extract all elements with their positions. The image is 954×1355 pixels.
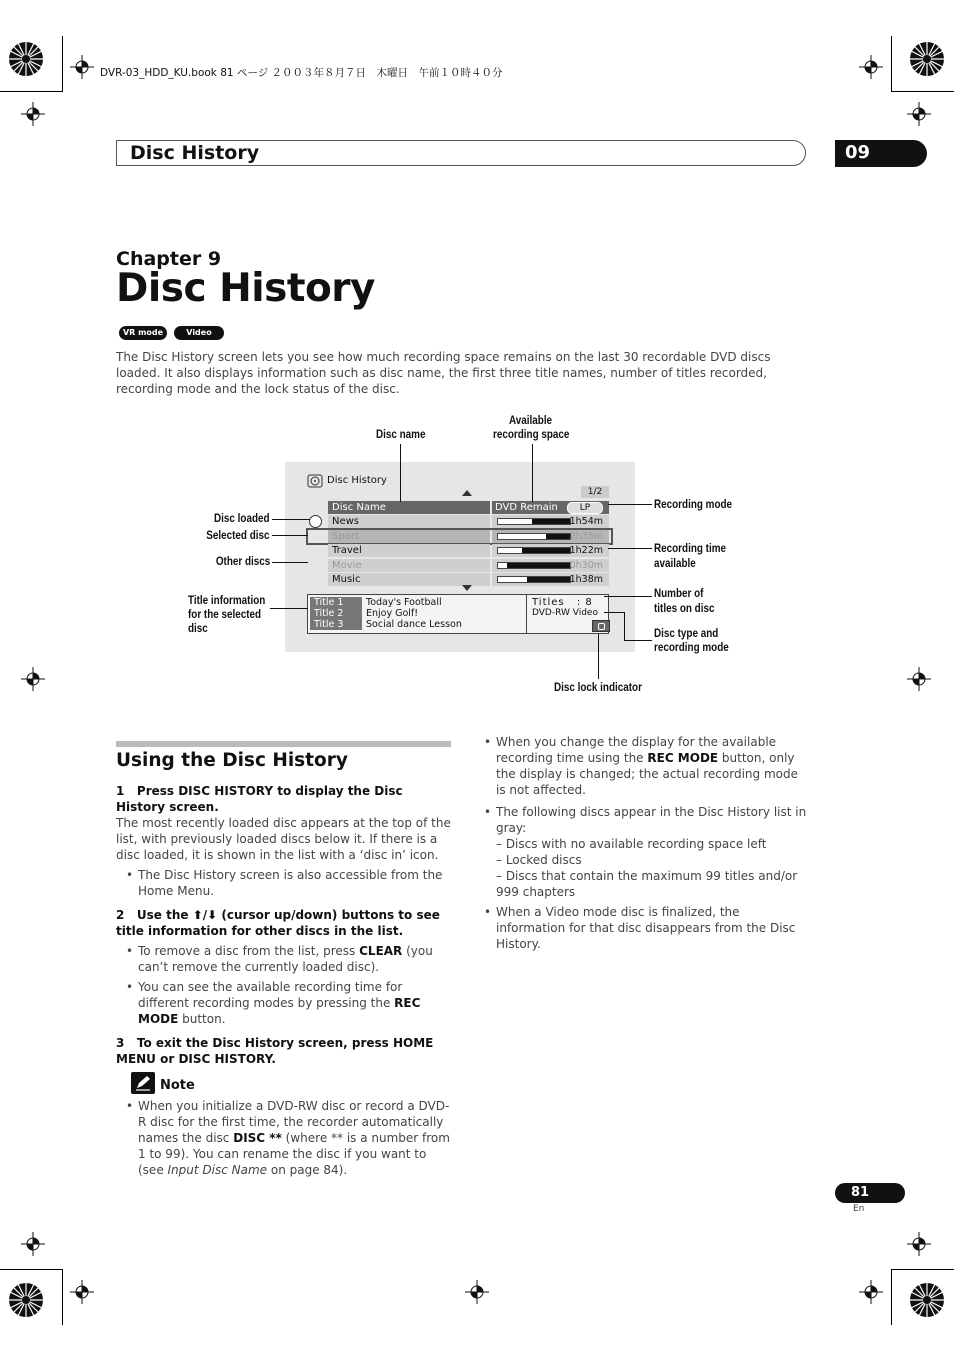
label-disc-type-1: Disc type and	[654, 628, 719, 640]
disc-row-remain	[492, 559, 609, 572]
label-lock-indicator: Disc lock indicator	[554, 682, 642, 694]
note-pencil-icon	[131, 1072, 155, 1094]
disc-row-name: News	[328, 515, 490, 528]
disc-row-name: Sport	[328, 530, 490, 543]
page-indicator: 1/2	[581, 486, 609, 498]
label-available-1: Available	[509, 415, 553, 427]
label-disc-type-2: recording mode	[654, 642, 729, 654]
label-other-discs: Other discs	[215, 556, 270, 568]
vr-mode-badge: VR mode	[119, 326, 167, 340]
label-title-info-3: disc	[188, 623, 208, 635]
screen-title: Disc History	[327, 475, 387, 486]
registration-wheel-icon	[909, 1282, 945, 1318]
crosshair-icon	[21, 102, 45, 126]
title-label: Title 2	[310, 608, 362, 619]
scroll-up-icon	[462, 490, 472, 496]
col-disc-name: Disc Name	[328, 501, 490, 514]
title-row	[310, 619, 524, 630]
section-rule	[116, 741, 451, 747]
step-1: 1 Press DISC HISTORY to display the Disc History screen.	[116, 784, 403, 814]
step-2: 2 Use the ⬆/⬇ (cursor up/down) buttons to see title information for other discs in the list.	[116, 908, 440, 938]
step-1-bullet: • The Disc History screen is also accessible from the Home Menu.	[116, 867, 452, 899]
remain-time: 1h22m	[569, 545, 603, 556]
section-title: Using the Disc History	[116, 750, 348, 771]
label-rec-time-2: available	[654, 558, 696, 570]
gray-disc-item: – Discs that contain the maximum 99 titles and/or 999 chapters	[496, 869, 798, 899]
gray-disc-item: – Discs with no available recording space left	[496, 837, 767, 851]
step-1-body: The most recently loaded disc appears at the top of the list, with previously loaded discs below it. If there is a disc loaded, it is shown in the list with a ‘disc in’ icon.	[116, 816, 451, 862]
step-3: 3 To exit the Disc History screen, press HOME MENU or DISC HISTORY.	[116, 1036, 434, 1066]
step-2-bullet-2: • You can see the available recording time for different recording modes by pressing the REC MODE button.	[116, 979, 452, 1027]
video-mode-badge: Video mode	[174, 326, 224, 340]
note-title: Note	[160, 1078, 195, 1093]
disc-history-screen	[285, 462, 635, 652]
left-column	[116, 775, 452, 1067]
title-info-panel	[307, 594, 609, 634]
scroll-down-icon	[462, 585, 472, 591]
label-disc-loaded: Disc loaded	[214, 513, 270, 525]
label-title-info-2: for the selected	[188, 609, 262, 621]
crosshair-icon	[21, 1232, 45, 1256]
titles-count: : 8	[576, 597, 593, 608]
col-dvd-remain: DVD Remain LP	[492, 501, 609, 514]
registration-wheel-icon	[8, 1282, 44, 1318]
title-name: Enjoy Golf!	[366, 608, 419, 619]
rec-mode-indicator: LP	[567, 502, 603, 514]
disc-row[interactable]	[308, 544, 609, 557]
disc-row[interactable]	[308, 573, 609, 586]
label-disc-name: Disc name	[376, 429, 426, 441]
disc-row-name: Music	[328, 573, 490, 586]
gray-disc-item: – Locked discs	[496, 853, 582, 867]
remain-time: 1h38m	[569, 574, 603, 585]
chapter-number-tab: 09	[835, 140, 927, 167]
disc-row-name: Travel	[328, 544, 490, 557]
crosshair-icon	[465, 1280, 489, 1304]
label-selected-disc: Selected disc	[206, 530, 270, 542]
crosshair-icon	[859, 55, 883, 79]
note-text: • When you initialize a DVD-RW disc or record a DVD-R disc for the first time, the recorder automatically names the disc DISC ** (where ** is a number from 1 to 99). You can rename the disc if you want to (see Input Disc Name on page 84).	[116, 1098, 452, 1178]
right-bullet-2: • The following discs appear in the Disc History list in gray: – Discs with no available recording space left – Locked discs – Discs that contain the maximum 99 titles and/or 999 chapters	[474, 804, 810, 900]
crosshair-icon	[907, 1232, 931, 1256]
selection-outline	[306, 528, 613, 545]
section-header-title: Disc History	[130, 142, 260, 164]
crosshair-icon	[907, 102, 931, 126]
registration-wheel-icon	[909, 41, 945, 77]
crosshair-icon	[70, 55, 94, 79]
title-label: Title 3	[310, 619, 362, 630]
registration-wheel-icon	[8, 41, 44, 77]
label-available-2: recording space	[493, 429, 570, 441]
right-bullet-3: • When a Video mode disc is finalized, the information for that disc disappears from the Disc History.	[474, 904, 810, 952]
disc-row-remain	[492, 573, 609, 586]
crosshair-icon	[907, 667, 931, 691]
title-row	[310, 608, 524, 619]
title-name: Social dance Lesson	[366, 619, 462, 630]
crosshair-icon	[21, 667, 45, 691]
right-bullet-1: • When you change the display for the available recording time using the REC MODE button, only the display is changed; the actual recording mode is not affected.	[474, 734, 810, 798]
right-column	[474, 730, 810, 952]
step-2-bullet-1: • To remove a disc from the list, press CLEAR (you can’t remove the currently loaded disc).	[116, 943, 452, 975]
title-row	[310, 597, 524, 608]
remain-time: 2h35m	[569, 530, 603, 542]
remain-bar	[497, 547, 571, 554]
disc-row-name: Movie	[328, 559, 490, 572]
page-number: 81	[835, 1183, 905, 1203]
label-num-titles-1: Number of	[654, 588, 704, 600]
disc-in-icon	[309, 515, 322, 528]
disc-row[interactable]	[308, 515, 609, 528]
remain-bar	[497, 576, 571, 583]
disc-type: DVD-RW Video	[532, 608, 598, 618]
page-title: Disc History	[116, 266, 375, 311]
down-arrow-icon: ⬇	[207, 908, 218, 922]
remain-bar	[497, 562, 571, 569]
label-title-info-1: Title information	[188, 595, 266, 607]
title-label: Title 1	[310, 597, 362, 608]
print-header: DVR-03_HDD_KU.book 81 ページ ２００３年８月７日 木曜日 午前１０時４０分	[100, 67, 503, 79]
language-code: En	[853, 1204, 865, 1214]
remain-time: 0h30m	[569, 559, 603, 571]
chapter-label: Chapter 9	[116, 248, 222, 270]
title-name: Today's Football	[366, 597, 442, 608]
remain-time: 1h54m	[569, 516, 603, 527]
disc-row[interactable]	[308, 530, 609, 543]
list-header-row	[308, 501, 609, 514]
label-num-titles-2: titles on disc	[654, 603, 715, 615]
disc-row-remain	[492, 544, 609, 557]
label-recording-mode: Recording mode	[654, 499, 733, 511]
lock-icon	[592, 620, 610, 632]
remain-bar	[497, 518, 571, 525]
titles-count-label: Titles : 8	[532, 597, 593, 608]
crosshair-icon	[70, 1280, 94, 1304]
intro-paragraph: The Disc History screen lets you see how much recording space remains on the last 30 recordable DVD discs loaded. It also displays information such as disc name, the first three title names, number of titles recorded, recording mode and the lock status of the disc.	[116, 350, 771, 396]
label-rec-time-1: Recording time	[654, 543, 726, 555]
up-arrow-icon: ⬆	[192, 908, 203, 922]
disc-row-remain	[492, 515, 609, 528]
disc-row[interactable]	[308, 559, 609, 572]
disc-history-icon	[307, 474, 323, 488]
crosshair-icon	[859, 1280, 883, 1304]
